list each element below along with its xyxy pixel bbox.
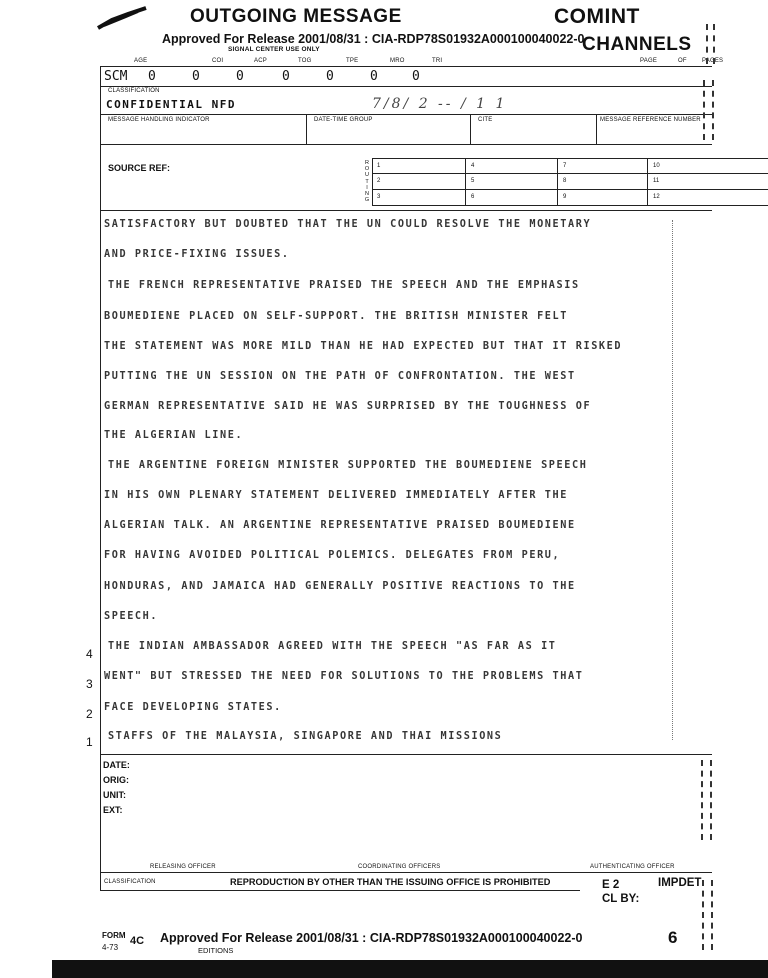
body-line: PUTTING THE UN SESSION ON THE PATH OF CONFRONTATION. THE WEST [104,371,576,382]
field-label-age: AGE [134,58,148,64]
body-line: HONDURAS, AND JAMAICA HAD GENERALLY POSITIVE REACTIONS TO THE [104,581,576,592]
route-cell-8: 8 [563,178,567,184]
route-cell-3: 3 [377,194,381,200]
scm-field-6: 0 [370,69,378,84]
scm-field-3: 0 [236,69,244,84]
body-line: IN HIS OWN PLENARY STATEMENT DELIVERED IMMEDIATELY AFTER THE [104,490,569,501]
body-line: BOUMEDIENE PLACED ON SELF-SUPPORT. THE BRITISH MINISTER FELT [104,311,569,322]
unit-label: UNIT: [103,790,126,800]
margin-number: 4 [86,647,93,661]
page-label: PAGE [640,58,658,64]
e2-marking: E 2 [602,879,620,891]
scm-field-4: 0 [282,69,290,84]
scm-field-5: 0 [326,69,334,84]
body-line: THE INDIAN AMBASSADOR AGREED WITH THE SPEECH "AS FAR AS IT [108,641,557,652]
route-cell-12: 12 [653,194,660,200]
comint-marking: COMINT [554,5,640,28]
classification-value: CONFIDENTIAL NFD [106,98,236,111]
message-handling-label: MESSAGE HANDLING INDICATOR [108,117,210,123]
route-cell-2: 2 [377,178,381,184]
body-line: SPEECH. [104,611,159,622]
message-title: OUTGOING MESSAGE [190,6,402,27]
routing-grid [372,158,768,206]
body-line: THE STATEMENT WAS MORE MILD THAN HE HAD EXPECTED BUT THAT IT RISKED [104,341,623,352]
route-cell-6: 6 [471,194,475,200]
page-number: 6 [668,928,678,947]
form-number: 4C [130,935,145,947]
classification-label: CLASSIFICATION [108,88,160,94]
body-line: STAFFS OF THE MALAYSIA, SINGAPORE AND THAI MISSIONS [108,731,503,742]
field-label-coi: COI [212,58,224,64]
margin-number: 2 [86,707,93,721]
signal-center-label: SIGNAL CENTER USE ONLY [228,46,320,53]
scm-field-2: 0 [192,69,200,84]
approved-release-bottom: Approved For Release 2001/08/31 : CIA-RDP78S01932A000100040022-0 [160,931,583,945]
body-line: THE FRENCH REPRESENTATIVE PRAISED THE SPEECH AND THE EMPHASIS [108,280,580,291]
route-cell-9: 9 [563,194,567,200]
field-label-tri: TRI [432,58,443,64]
scm-field-1: 0 [148,69,156,84]
date-time-group-label: DATE-TIME GROUP [314,117,373,123]
route-cell-10: 10 [653,163,660,169]
orig-label: ORIG: [103,775,129,785]
footer-classification-label: CLASSIFICATION [104,879,156,885]
route-cell-1: 1 [377,163,381,169]
channels-marking: CHANNELS [582,34,692,55]
route-cell-11: 11 [653,178,660,184]
pages-label: PAGES [702,58,724,64]
scan-edge-bar [52,960,768,978]
route-cell-4: 4 [471,163,475,169]
route-cell-7: 7 [563,163,567,169]
body-line: THE ARGENTINE FOREIGN MINISTER SUPPORTED THE BOUMEDIENE SPEECH [108,460,588,471]
stamp-scribble-icon [94,4,154,34]
scm-code: SCM [104,69,128,84]
body-line: FACE DEVELOPING STATES. [104,702,282,713]
body-line: SATISFACTORY BUT DOUBTED THAT THE UN COULD RESOLVE THE MONETARY [104,219,592,230]
margin-number: 3 [86,677,93,691]
field-label-tog: TOG [298,58,312,64]
field-label-mro: MRO [390,58,405,64]
body-line: WENT" BUT STRESSED THE NEED FOR SOLUTIONS TO THE PROBLEMS THAT [104,671,584,682]
coordinating-officers-label: COORDINATING OFFICERS [358,864,441,870]
authenticating-officer-label: AUTHENTICATING OFFICER [590,864,675,870]
releasing-officer-label: RELEASING OFFICER [150,864,216,870]
body-line: GERMAN REPRESENTATIVE SAID HE WAS SURPRISED BY THE TOUGHNESS OF [104,401,592,412]
ext-label: EXT: [103,805,123,815]
margin-number: 1 [86,735,93,749]
of-label: OF [678,58,687,64]
form-date: 4-73 [102,943,119,952]
scm-field-7: 0 [412,69,420,84]
form-label: FORM [102,931,126,940]
source-ref-label: SOURCE REF: [108,163,171,173]
impdet-marking: IMPDET [658,877,702,889]
message-reference-label: MESSAGE REFERENCE NUMBER [600,117,701,123]
date-label: DATE: [103,760,130,770]
cl-by-marking: CL BY: [602,893,640,905]
field-label-acp: ACP [254,58,267,64]
editions-label: EDITIONS [198,946,234,955]
body-line: ALGERIAN TALK. AN ARGENTINE REPRESENTATIVE PRAISED BOUMEDIENE [104,520,576,531]
routing-label: R O U T I N G [364,160,370,204]
field-label-tpe: TPE [346,58,359,64]
body-line: FOR HAVING AVOIDED POLITICAL POLEMICS. DELEGATES FROM PERU, [104,550,561,561]
route-cell-5: 5 [471,178,475,184]
reproduction-notice: REPRODUCTION BY OTHER THAN THE ISSUING OFFICE IS PROHIBITED [230,877,551,887]
approved-release-top: Approved For Release 2001/08/31 : CIA-RDP78S01932A000100040022-0 [162,32,585,46]
body-line: AND PRICE-FIXING ISSUES. [104,249,290,260]
body-line: THE ALGERIAN LINE. [104,430,244,441]
cite-label: CITE [478,117,493,123]
classification-handwritten: 7/8/ 2 -- / 1 1 [372,96,508,112]
